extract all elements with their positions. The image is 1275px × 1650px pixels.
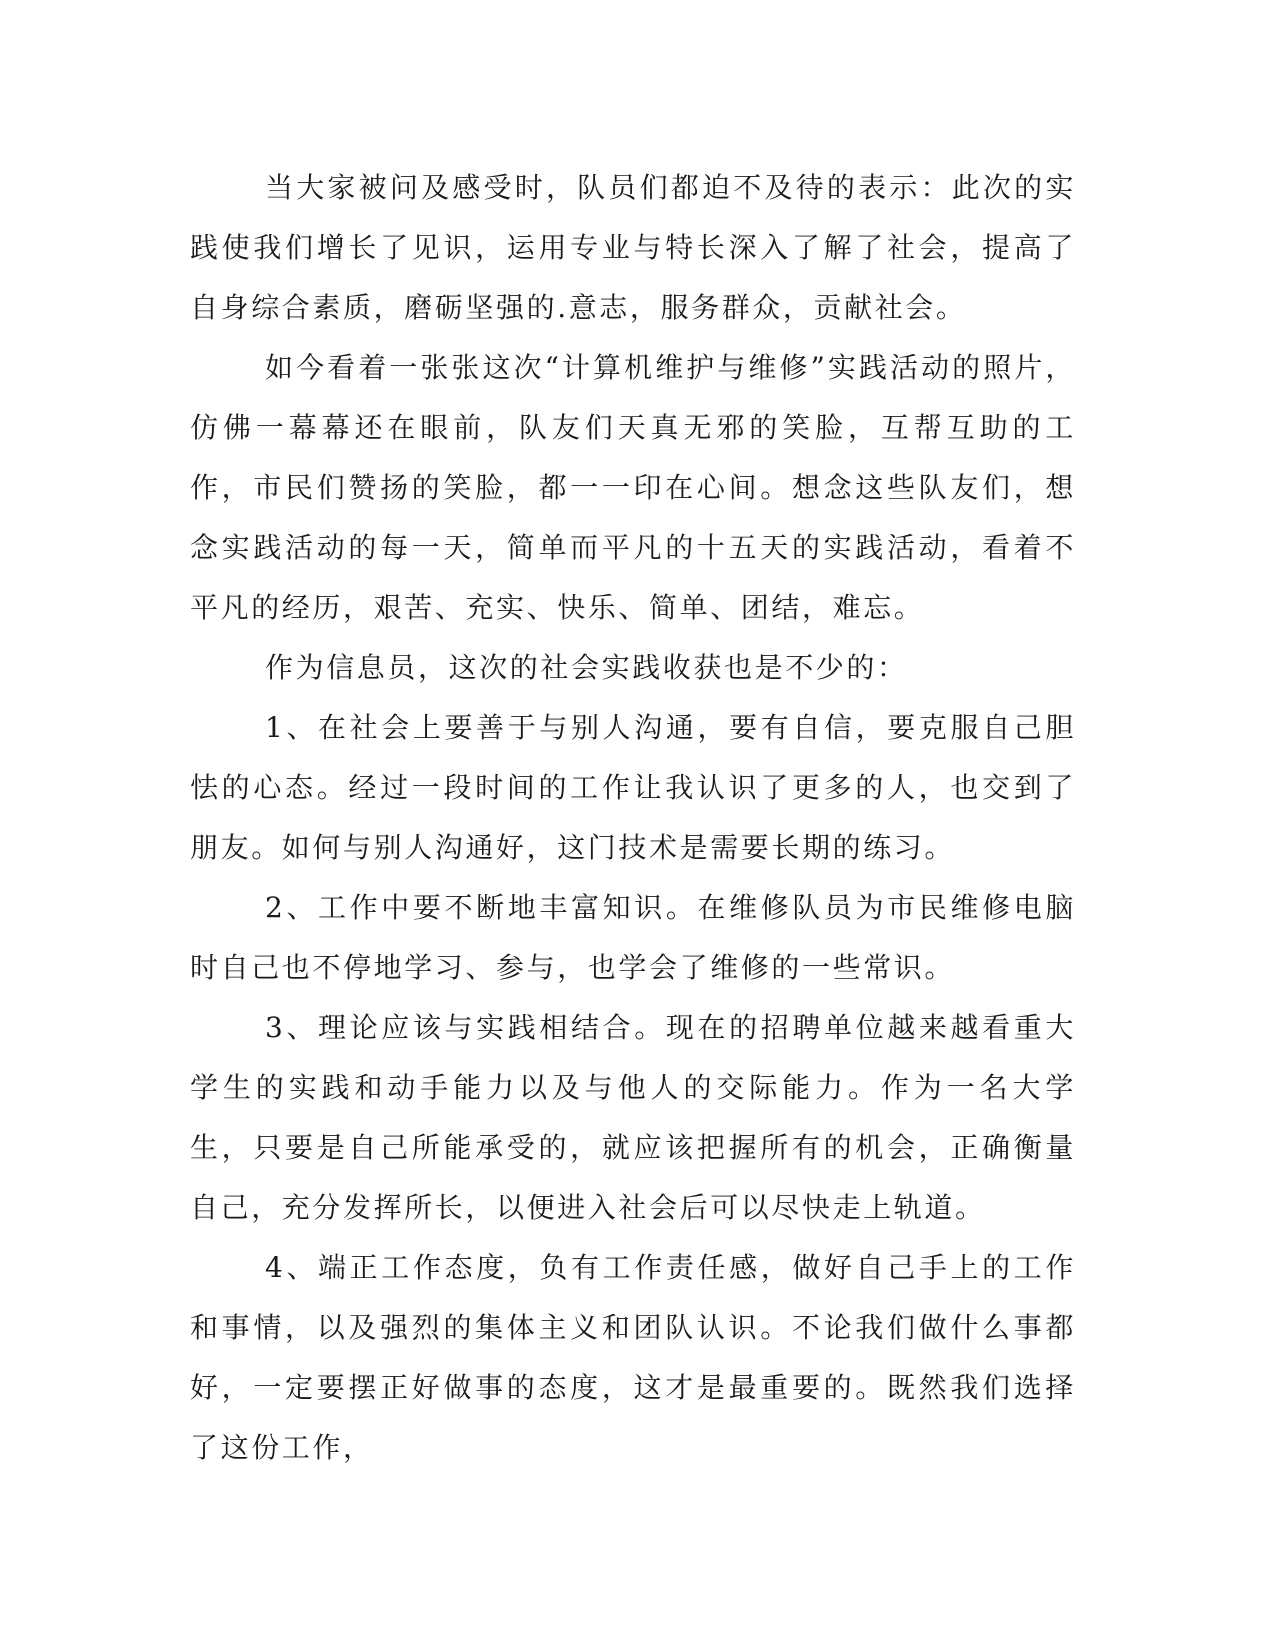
paragraph-point-4: 4、端正工作态度，负有工作责任感，做好自己手上的工作和事情，以及强烈的集体主义和团队认识。不论我们做什么事都好，一定要摆正好做事的态度，这才是最重要的。既然我们选择了这份工作， (190, 1251, 1076, 1464)
paragraph-point-3: 3、理论应该与实践相结合。现在的招聘单位越来越看重大学生的实践和动手能力以及与他人的交际能力。作为一名大学生，只要是自己所能承受的，就应该把握所有的机会，正确衡量自己，充分发挥所长，以便进入社会后可以尽快走上轨道。 (190, 1011, 1076, 1224)
paragraph-photos-memories: 如今看着一张张这次“计算机维护与维修”实践活动的照片，仿佛一幕幕还在眼前，队友们天真无邪的笑脸，互帮互助的工作，市民们赞扬的笑脸，都一一印在心间。想念这些队友们，想念实践活动的每一天，简单而平凡的十五天的实践活动，看着不平凡的经历，艰苦、充实、快乐、简单、团结，难忘。 (190, 351, 1076, 624)
paragraph-point-2: 2、工作中要不断地丰富知识。在维修队员为市民维修电脑时自己也不停地学习、参与，也学会了维修的一些常识。 (190, 891, 1076, 984)
paragraph-info-officer-gains: 作为信息员，这次的社会实践收获也是不少的： (265, 651, 908, 684)
paragraph-point-1: 1、在社会上要善于与别人沟通，要有自信，要克服自己胆怯的心态。经过一段时间的工作让我认识了更多的人，也交到了朋友。如何与别人沟通好，这门技术是需要长期的练习。 (190, 711, 1076, 864)
document-body (190, 158, 1076, 1478)
paragraph-feelings: 当大家被问及感受时，队员们都迫不及待的表示：此次的实践使我们增长了见识，运用专业与特长深入了解了社会，提高了自身综合素质，磨砺坚强的.意志，服务群众，贡献社会。 (190, 171, 1076, 324)
